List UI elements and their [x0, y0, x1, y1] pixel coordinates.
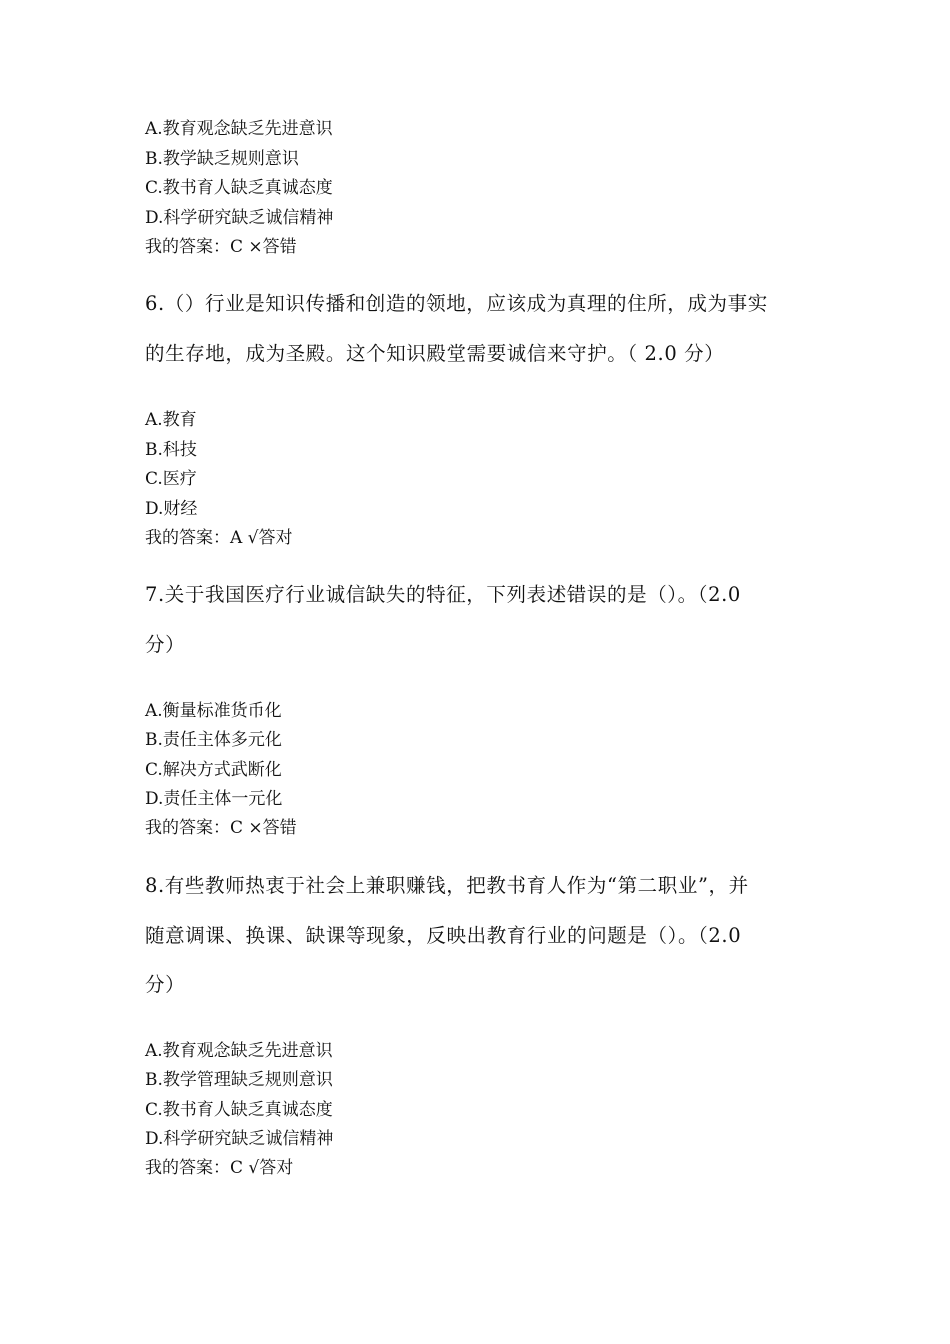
question-text: 6.（）行业是知识传播和创造的领地，应该成为真理的住所，成为事实: [145, 292, 768, 315]
my-answer: 我的答案：C ×答错: [145, 237, 297, 257]
option-c: C.教书育人缺乏真诚态度: [145, 178, 333, 198]
question-text: 随意调课、换课、缺课等现象，反映出教育行业的问题是（）。（2.0: [145, 924, 742, 947]
question-text: 分）: [145, 973, 186, 996]
option-c: C.解决方式武断化: [145, 760, 282, 780]
question-text: 7.关于我国医疗行业诚信缺失的特征，下列表述错误的是（）。（2.0: [145, 583, 741, 606]
question-text: 的生存地，成为圣殿。这个知识殿堂需要诚信来守护。（ 2.0 分）: [145, 342, 725, 365]
option-a: A.教育观念缺乏先进意识: [145, 1041, 333, 1061]
my-answer: 我的答案：C ×答错: [145, 818, 297, 838]
question-text: 分）: [145, 633, 186, 656]
option-b: B.教学管理缺乏规则意识: [145, 1070, 333, 1090]
my-answer: 我的答案：C √答对: [145, 1158, 294, 1178]
option-b: B.科技: [145, 440, 197, 460]
my-answer: 我的答案：A √答对: [145, 528, 293, 548]
option-a: A.衡量标准货币化: [145, 701, 282, 721]
question-text: 8.有些教师热衷于社会上兼职赚钱，把教书育人作为“第二职业”，并: [145, 874, 749, 897]
option-d: D.科学研究缺乏诚信精神: [145, 1129, 334, 1149]
option-b: B.责任主体多元化: [145, 730, 282, 750]
option-d: D.财经: [145, 499, 198, 519]
option-b: B.教学缺乏规则意识: [145, 149, 299, 169]
option-a: A.教育: [145, 410, 197, 430]
option-a: A.教育观念缺乏先进意识: [145, 119, 333, 139]
option-c: C.教书育人缺乏真诚态度: [145, 1100, 333, 1120]
option-d: D.科学研究缺乏诚信精神: [145, 208, 334, 228]
option-d: D.责任主体一元化: [145, 789, 283, 809]
option-c: C.医疗: [145, 469, 197, 489]
